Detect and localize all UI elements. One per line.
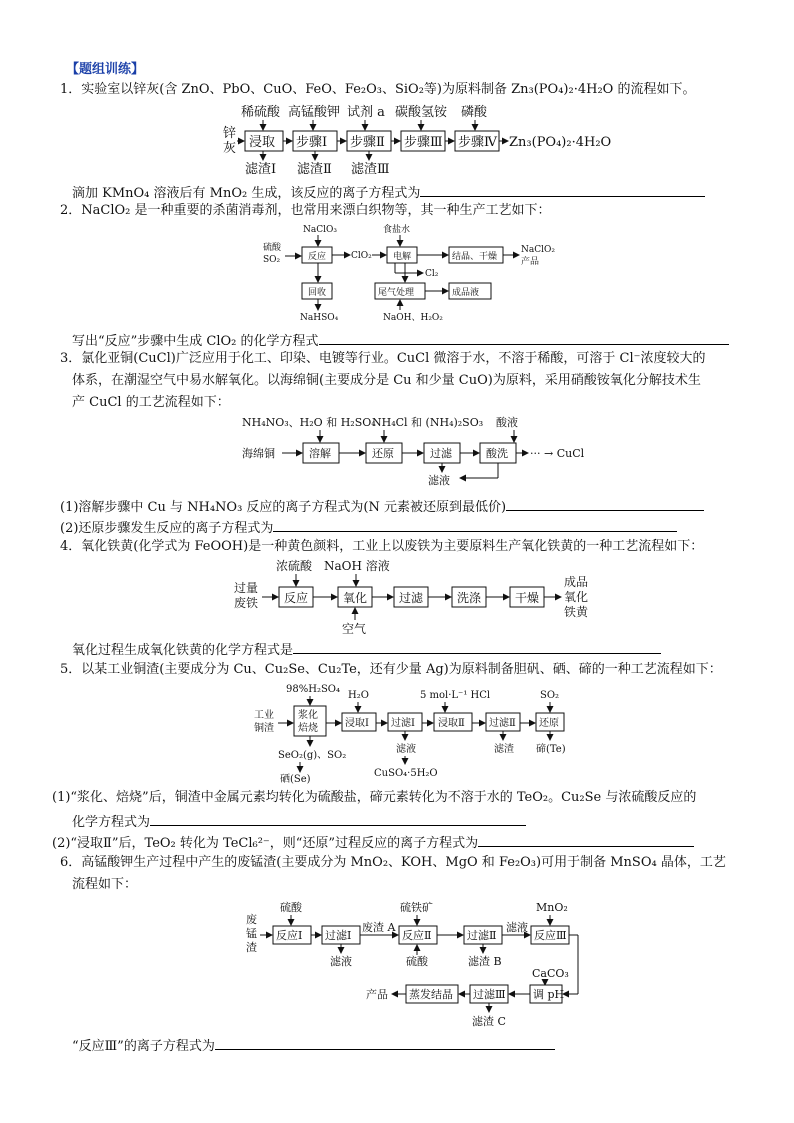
svg-text:硫酸: 硫酸 bbox=[263, 243, 282, 253]
q5-sub2-blank[interactable] bbox=[478, 833, 694, 847]
svg-text:空气: 空气 bbox=[342, 622, 367, 636]
svg-text:铁黄: 铁黄 bbox=[564, 605, 589, 619]
q4-question: 氧化过程生成氧化铁黄的化学方程式是 bbox=[72, 640, 661, 659]
svg-text:浸取: 浸取 bbox=[249, 135, 276, 150]
svg-text:碲(Te): 碲(Te) bbox=[536, 744, 566, 755]
svg-text:焙烧: 焙烧 bbox=[298, 723, 318, 734]
section-heading: 【题组训练】 bbox=[66, 62, 145, 77]
q5-flowchart bbox=[250, 680, 590, 790]
svg-text:NaClO₃: NaClO₃ bbox=[303, 225, 337, 235]
svg-text:结晶、干燥: 结晶、干燥 bbox=[452, 252, 498, 262]
q3-text-1: 3．氯化亚铜(CuCl)广泛应用于化工、印染、电镀等行业。CuCl 微溶于水，不溶于稀酸，可溶于 Cl⁻浓度较大的 bbox=[60, 351, 706, 366]
svg-text:滤渣: 滤渣 bbox=[494, 744, 514, 755]
svg-text:NaOH 溶液: NaOH 溶液 bbox=[324, 559, 390, 573]
svg-text:洗涤: 洗涤 bbox=[457, 591, 482, 605]
svg-text:浸取Ⅰ: 浸取Ⅰ bbox=[345, 718, 369, 729]
svg-text:硒(Se): 硒(Se) bbox=[280, 774, 311, 785]
q4-flowchart bbox=[230, 556, 590, 636]
q2-flowchart bbox=[255, 220, 575, 330]
svg-text:反应: 反应 bbox=[308, 252, 327, 262]
svg-text:步骤Ⅳ: 步骤Ⅳ bbox=[458, 135, 497, 150]
q3-sub2-blank[interactable] bbox=[273, 518, 677, 532]
svg-text:浆化: 浆化 bbox=[298, 710, 318, 721]
svg-text:步骤Ⅰ: 步骤Ⅰ bbox=[296, 135, 328, 150]
svg-text:NaOH、H₂O₂: NaOH、H₂O₂ bbox=[383, 313, 443, 323]
svg-text:氧化: 氧化 bbox=[564, 590, 589, 604]
svg-text:反应Ⅲ: 反应Ⅲ bbox=[534, 929, 567, 942]
svg-text:H₂O: H₂O bbox=[348, 690, 369, 701]
svg-text:过滤: 过滤 bbox=[430, 447, 452, 460]
q6-answer-blank[interactable] bbox=[215, 1036, 555, 1050]
svg-text:NaHSO₄: NaHSO₄ bbox=[300, 313, 339, 323]
q1-text: 1．实验室以锌灰(含 ZnO、PbO、CuO、FeO、Fe₂O₃、SiO₂等)为原料制备 Zn₃(PO₄)₂·4H₂O 的流程如下。 bbox=[60, 82, 696, 97]
q5-text: 5．以某工业铜渣(主要成分为 Cu、Cu₂Se、Cu₂Te，还有少量 Ag)为原料制备胆矾、硒、碲的一种工艺流程如下： bbox=[60, 662, 722, 677]
svg-text:MnO₂: MnO₂ bbox=[536, 901, 568, 914]
svg-text:还原: 还原 bbox=[539, 718, 559, 729]
svg-text:5 mol·L⁻¹ HCl: 5 mol·L⁻¹ HCl bbox=[420, 690, 491, 701]
svg-text:过滤Ⅲ: 过滤Ⅲ bbox=[473, 988, 506, 1001]
svg-text:还原: 还原 bbox=[372, 447, 394, 460]
q3-sub2: (2)还原步骤发生反应的离子方程式为 bbox=[60, 518, 677, 537]
q6-flowchart bbox=[240, 897, 585, 1032]
svg-text:滤液: 滤液 bbox=[396, 744, 416, 755]
q3-product: ··· → CuCl bbox=[530, 447, 585, 460]
svg-text:过滤Ⅱ: 过滤Ⅱ bbox=[467, 929, 497, 942]
svg-text:回收: 回收 bbox=[308, 288, 327, 298]
svg-text:硫酸: 硫酸 bbox=[406, 955, 428, 968]
svg-text:干燥: 干燥 bbox=[515, 591, 540, 605]
q1-residue-3: 滤渣Ⅲ bbox=[351, 162, 390, 177]
svg-text:过滤Ⅰ: 过滤Ⅰ bbox=[325, 929, 352, 942]
svg-text:食盐水: 食盐水 bbox=[383, 225, 411, 235]
svg-text:CaCO₃: CaCO₃ bbox=[532, 967, 569, 980]
q3-sub1-blank[interactable] bbox=[506, 497, 704, 511]
svg-text:滤渣 C: 滤渣 C bbox=[472, 1015, 506, 1028]
svg-text:酸洗: 酸洗 bbox=[486, 447, 508, 460]
svg-text:成品液: 成品液 bbox=[452, 288, 480, 298]
svg-text:CuSO₄·5H₂O: CuSO₄·5H₂O bbox=[374, 768, 438, 779]
svg-text:NH₄NO₃、H₂O 和 H₂SO₄: NH₄NO₃、H₂O 和 H₂SO₄ bbox=[242, 416, 376, 429]
svg-text:酸液: 酸液 bbox=[496, 416, 518, 429]
svg-text:尾气处理: 尾气处理 bbox=[378, 288, 415, 298]
svg-text:反应Ⅰ: 反应Ⅰ bbox=[276, 929, 303, 942]
svg-text:浸取Ⅱ: 浸取Ⅱ bbox=[438, 718, 465, 729]
q1-residue-1: 滤渣Ⅰ bbox=[245, 162, 277, 177]
svg-text:步骤Ⅲ: 步骤Ⅲ bbox=[404, 135, 443, 150]
svg-text:电解: 电解 bbox=[393, 252, 412, 262]
q1-residue-2: 滤渣Ⅱ bbox=[297, 162, 332, 177]
q6-text-2: 流程如下： bbox=[72, 877, 138, 892]
svg-text:滤液: 滤液 bbox=[330, 955, 352, 968]
svg-text:废铁: 废铁 bbox=[234, 596, 259, 610]
svg-text:SeO₂(g)、SO₂: SeO₂(g)、SO₂ bbox=[278, 750, 347, 761]
q5-sub2: (2)“浸取Ⅱ”后，TeO₂ 转化为 TeCl₆²⁻，则“还原”过程反应的离子方程式为 bbox=[52, 833, 694, 852]
svg-text:渣: 渣 bbox=[246, 941, 257, 954]
svg-text:溶解: 溶解 bbox=[309, 447, 331, 460]
svg-text:NH₄Cl 和 (NH₄)₂SO₃: NH₄Cl 和 (NH₄)₂SO₃ bbox=[372, 416, 484, 429]
q2-answer-blank[interactable] bbox=[319, 331, 729, 345]
svg-text:NaClO₂: NaClO₂ bbox=[521, 245, 555, 255]
q1-flowchart bbox=[215, 100, 635, 180]
q6-question: “反应Ⅲ”的离子方程式为 bbox=[72, 1036, 555, 1055]
svg-text:滤渣 B: 滤渣 B bbox=[468, 955, 502, 968]
q3-text-2: 体系，在潮湿空气中易水解氧化。以海绵铜(主要成分是 Cu 和少量 CuO)为原料，采用硝酸铵氧化分解技术生 bbox=[72, 373, 701, 388]
svg-text:废渣 A: 废渣 A bbox=[362, 921, 396, 934]
svg-text:锰: 锰 bbox=[246, 927, 257, 940]
svg-text:过滤Ⅰ: 过滤Ⅰ bbox=[391, 718, 415, 729]
q2-question: 写出“反应”步骤中生成 ClO₂ 的化学方程式 bbox=[72, 331, 729, 350]
svg-text:蒸发结晶: 蒸发结晶 bbox=[409, 988, 453, 1001]
q2-text: 2．NaClO₂ 是一种重要的杀菌消毒剂，也常用来漂白织物等，其一种生产工艺如下： bbox=[60, 203, 551, 218]
svg-text:反应: 反应 bbox=[284, 591, 309, 605]
q1-question: 滴加 KMnO₄ 溶液后有 MnO₂ 生成，该反应的离子方程式为 bbox=[72, 183, 705, 202]
svg-text:SO₂: SO₂ bbox=[540, 690, 560, 701]
q1-reagent-5: 磷酸 bbox=[461, 105, 488, 120]
svg-text:产品: 产品 bbox=[521, 257, 540, 267]
q4-answer-blank[interactable] bbox=[293, 640, 661, 654]
svg-text:工业: 工业 bbox=[254, 710, 274, 721]
q1-reagent-3: 试剂 a bbox=[347, 105, 385, 120]
q3-sub1: (1)溶解步骤中 Cu 与 NH₄NO₃ 反应的离子方程式为(N 元素被还原到最低价) bbox=[60, 497, 704, 516]
svg-text:氧化: 氧化 bbox=[343, 591, 368, 605]
svg-text:滤液: 滤液 bbox=[428, 474, 450, 487]
q4-text: 4．氧化铁黄(化学式为 FeOOH)是一种黄色颜料，工业上以废铁为主要原料生产氧化铁黄的一种工艺流程如下： bbox=[60, 539, 704, 554]
q1-reagent-1: 稀硫酸 bbox=[241, 105, 281, 120]
svg-text:步骤Ⅱ: 步骤Ⅱ bbox=[350, 135, 385, 150]
q1-reagent-4: 碳酸氢铵 bbox=[395, 105, 448, 120]
svg-text:SO₂: SO₂ bbox=[263, 255, 281, 265]
svg-text:铜渣: 铜渣 bbox=[254, 723, 274, 734]
svg-text:ClO₂: ClO₂ bbox=[351, 251, 372, 261]
q3-start: 海绵铜 bbox=[242, 447, 275, 460]
svg-text:成品: 成品 bbox=[564, 575, 589, 589]
q1-start-2: 灰 bbox=[223, 141, 237, 156]
svg-text:硫铁矿: 硫铁矿 bbox=[400, 901, 433, 914]
svg-text:废: 废 bbox=[246, 913, 257, 926]
q1-start-1: 锌 bbox=[223, 126, 237, 141]
svg-text:反应Ⅱ: 反应Ⅱ bbox=[402, 929, 432, 942]
svg-text:过量: 过量 bbox=[234, 581, 259, 595]
q6-text-1: 6．高锰酸钾生产过程中产生的废锰渣(主要成分为 MnO₂、KOH、MgO 和 Fe₂O₃)可用于制备 MnSO₄ 晶体，工艺 bbox=[60, 855, 726, 870]
svg-text:过滤Ⅱ: 过滤Ⅱ bbox=[489, 718, 516, 729]
q5-sub1-line1: (1)“浆化、焙烧”后，铜渣中金属元素均转化为硫酸盐，碲元素转化为不溶于水的 TeO₂。Cu₂Se 与浓硫酸反应的 bbox=[52, 790, 697, 805]
q3-text-3: 产 CuCl 的工艺流程如下： bbox=[72, 395, 230, 410]
q1-reagent-2: 高锰酸钾 bbox=[288, 105, 341, 120]
q5-sub1-blank[interactable] bbox=[150, 812, 526, 826]
q1-answer-blank[interactable] bbox=[420, 183, 705, 197]
q1-product: Zn₃(PO₄)₂·4H₂O bbox=[509, 135, 612, 150]
svg-text:过滤: 过滤 bbox=[399, 591, 424, 605]
q3-flowchart bbox=[238, 410, 598, 490]
svg-text:98%H₂SO₄: 98%H₂SO₄ bbox=[286, 684, 341, 695]
q5-sub1-line2: 化学方程式为 bbox=[72, 812, 526, 831]
svg-text:硫酸: 硫酸 bbox=[280, 901, 302, 914]
svg-text:调 pH: 调 pH bbox=[533, 988, 565, 1001]
svg-text:滤液: 滤液 bbox=[506, 921, 528, 934]
svg-text:浓硫酸: 浓硫酸 bbox=[276, 559, 313, 573]
svg-text:Cl₂: Cl₂ bbox=[425, 269, 439, 279]
svg-text:产品: 产品 bbox=[366, 988, 388, 1001]
